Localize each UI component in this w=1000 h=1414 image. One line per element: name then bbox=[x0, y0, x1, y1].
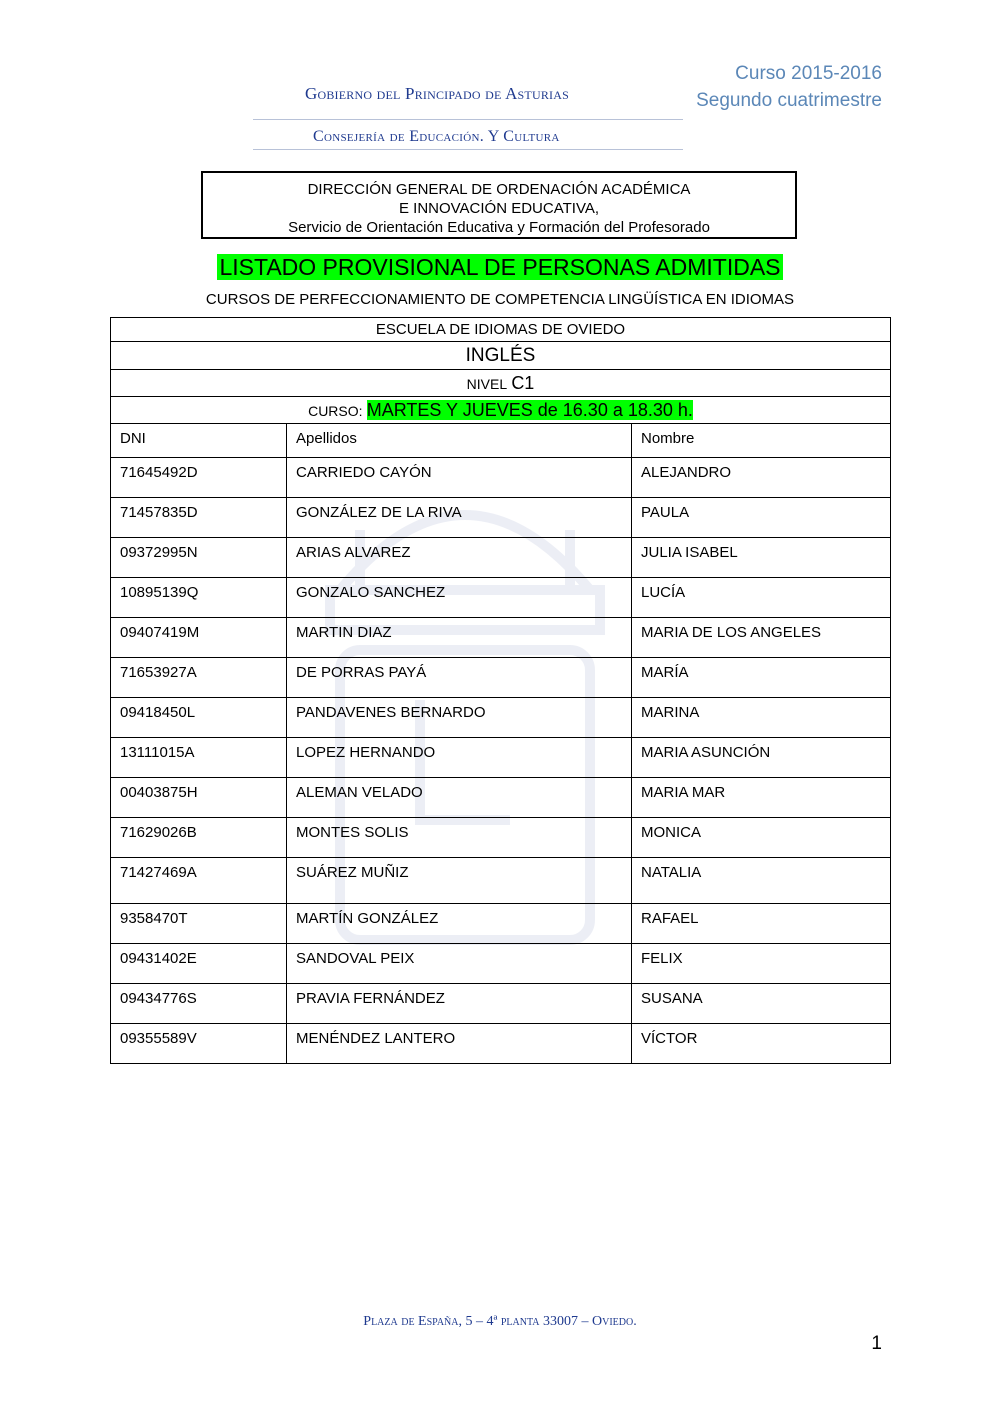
cell-dni: 09434776S bbox=[111, 984, 287, 1024]
cell-apellidos: ARIAS ALVAREZ bbox=[287, 538, 632, 578]
cell-dni: 9358470T bbox=[111, 904, 287, 944]
admitted-table bbox=[110, 317, 891, 1064]
cell-nombre: NATALIA bbox=[632, 858, 891, 904]
cell-apellidos: MONTES SOLIS bbox=[287, 818, 632, 858]
cell-dni: 09418450L bbox=[111, 698, 287, 738]
table-row bbox=[111, 984, 891, 1024]
table-row bbox=[111, 1024, 891, 1064]
table-body bbox=[111, 458, 891, 1064]
table-row bbox=[111, 944, 891, 984]
cell-apellidos: MENÉNDEZ LANTERO bbox=[287, 1024, 632, 1064]
curso-year: Curso 2015-2016 bbox=[735, 63, 882, 84]
header-consejeria: Consejería de Educación. Y Cultura bbox=[313, 128, 560, 145]
table-row bbox=[111, 538, 891, 578]
cell-dni: 71629026B bbox=[111, 818, 287, 858]
cell-apellidos: MARTIN DIAZ bbox=[287, 618, 632, 658]
cell-dni: 71653927A bbox=[111, 658, 287, 698]
footer-address: Plaza de España, 5 – 4ª planta 33007 – Oviedo. bbox=[363, 1314, 637, 1329]
cell-apellidos: CARRIEDO CAYÓN bbox=[287, 458, 632, 498]
cell-dni: 09431402E bbox=[111, 944, 287, 984]
cell-nombre: ALEJANDRO bbox=[632, 458, 891, 498]
subtitle: CURSOS DE PERFECCIONAMIENTO DE COMPETENCIA LINGÜÍSTICA EN IDIOMAS bbox=[205, 291, 795, 308]
cell-dni: 09355589V bbox=[111, 1024, 287, 1064]
cell-apellidos: PANDAVENES BERNARDO bbox=[287, 698, 632, 738]
column-header-dni: DNI bbox=[111, 424, 287, 458]
cell-nombre: LUCÍA bbox=[632, 578, 891, 618]
title-text: LISTADO PROVISIONAL DE PERSONAS ADMITIDAS bbox=[219, 254, 781, 280]
cell-nombre: VÍCTOR bbox=[632, 1024, 891, 1064]
cell-apellidos: ALEMAN VELADO bbox=[287, 778, 632, 818]
cell-nombre: RAFAEL bbox=[632, 904, 891, 944]
cell-dni: 09407419M bbox=[111, 618, 287, 658]
table-row bbox=[111, 698, 891, 738]
cell-dni: 71427469A bbox=[111, 858, 287, 904]
cell-nombre: MARINA bbox=[632, 698, 891, 738]
cell-apellidos: GONZALO SANCHEZ bbox=[287, 578, 632, 618]
cell-nombre: PAULA bbox=[632, 498, 891, 538]
cell-apellidos: GONZÁLEZ DE LA RIVA bbox=[287, 498, 632, 538]
table-row bbox=[111, 904, 891, 944]
cell-dni: 00403875H bbox=[111, 778, 287, 818]
table-row bbox=[111, 858, 891, 904]
cell-apellidos: DE PORRAS PAYÁ bbox=[287, 658, 632, 698]
cell-apellidos: SANDOVAL PEIX bbox=[287, 944, 632, 984]
cell-nombre: MONICA bbox=[632, 818, 891, 858]
cell-nombre: MARÍA bbox=[632, 658, 891, 698]
cell-nombre: MARIA ASUNCIÓN bbox=[632, 738, 891, 778]
cell-dni: 10895139Q bbox=[111, 578, 287, 618]
cell-nombre: FELIX bbox=[632, 944, 891, 984]
curso-cell bbox=[111, 397, 891, 424]
direccion-box bbox=[201, 171, 797, 239]
nivel-value: C1 bbox=[511, 372, 535, 393]
cuatrimestre: Segundo cuatrimestre bbox=[696, 90, 882, 111]
table-row bbox=[111, 498, 891, 538]
idioma-cell: INGLÉS bbox=[111, 342, 891, 370]
curso-value: MARTES Y JUEVES de 16.30 a 18.30 h. bbox=[366, 399, 693, 420]
column-header-apellidos: Apellidos bbox=[287, 424, 632, 458]
cell-apellidos: MARTÍN GONZÁLEZ bbox=[287, 904, 632, 944]
table-row bbox=[111, 778, 891, 818]
nivel-label: NIVEL bbox=[466, 375, 508, 392]
cell-dni: 71645492D bbox=[111, 458, 287, 498]
title bbox=[0, 254, 1000, 281]
curso-label: CURSO: bbox=[308, 402, 363, 419]
nivel-cell bbox=[111, 370, 891, 397]
escuela-cell: ESCUELA DE IDIOMAS DE OVIEDO bbox=[111, 318, 891, 342]
table-row bbox=[111, 738, 891, 778]
table-row bbox=[111, 658, 891, 698]
header-gobierno: Gobierno del Principado de Asturias bbox=[305, 84, 569, 103]
direccion-line3: Servicio de Orientación Educativa y Formación del Profesorado bbox=[288, 219, 710, 236]
cell-nombre: MARIA DE LOS ANGELES bbox=[632, 618, 891, 658]
table-row bbox=[111, 458, 891, 498]
cell-nombre: SUSANA bbox=[632, 984, 891, 1024]
cell-nombre: JULIA ISABEL bbox=[632, 538, 891, 578]
header-line-bottom bbox=[253, 149, 683, 150]
cell-apellidos: PRAVIA FERNÁNDEZ bbox=[287, 984, 632, 1024]
direccion-line1: DIRECCIÓN GENERAL DE ORDENACIÓN ACADÉMICA bbox=[307, 181, 691, 198]
cell-dni: 71457835D bbox=[111, 498, 287, 538]
cell-dni: 13111015A bbox=[111, 738, 287, 778]
cell-apellidos: SUÁREZ MUÑIZ bbox=[287, 858, 632, 904]
table-row bbox=[111, 618, 891, 658]
table-row bbox=[111, 578, 891, 618]
header-line-top bbox=[253, 119, 683, 120]
direccion-line2: E INNOVACIÓN EDUCATIVA, bbox=[398, 200, 600, 217]
cell-nombre: MARIA MAR bbox=[632, 778, 891, 818]
table-row bbox=[111, 818, 891, 858]
cell-apellidos: LOPEZ HERNANDO bbox=[287, 738, 632, 778]
page-number: 1 bbox=[871, 1333, 882, 1354]
column-header-nombre: Nombre bbox=[632, 424, 891, 458]
cell-dni: 09372995N bbox=[111, 538, 287, 578]
curso-box bbox=[696, 60, 882, 114]
